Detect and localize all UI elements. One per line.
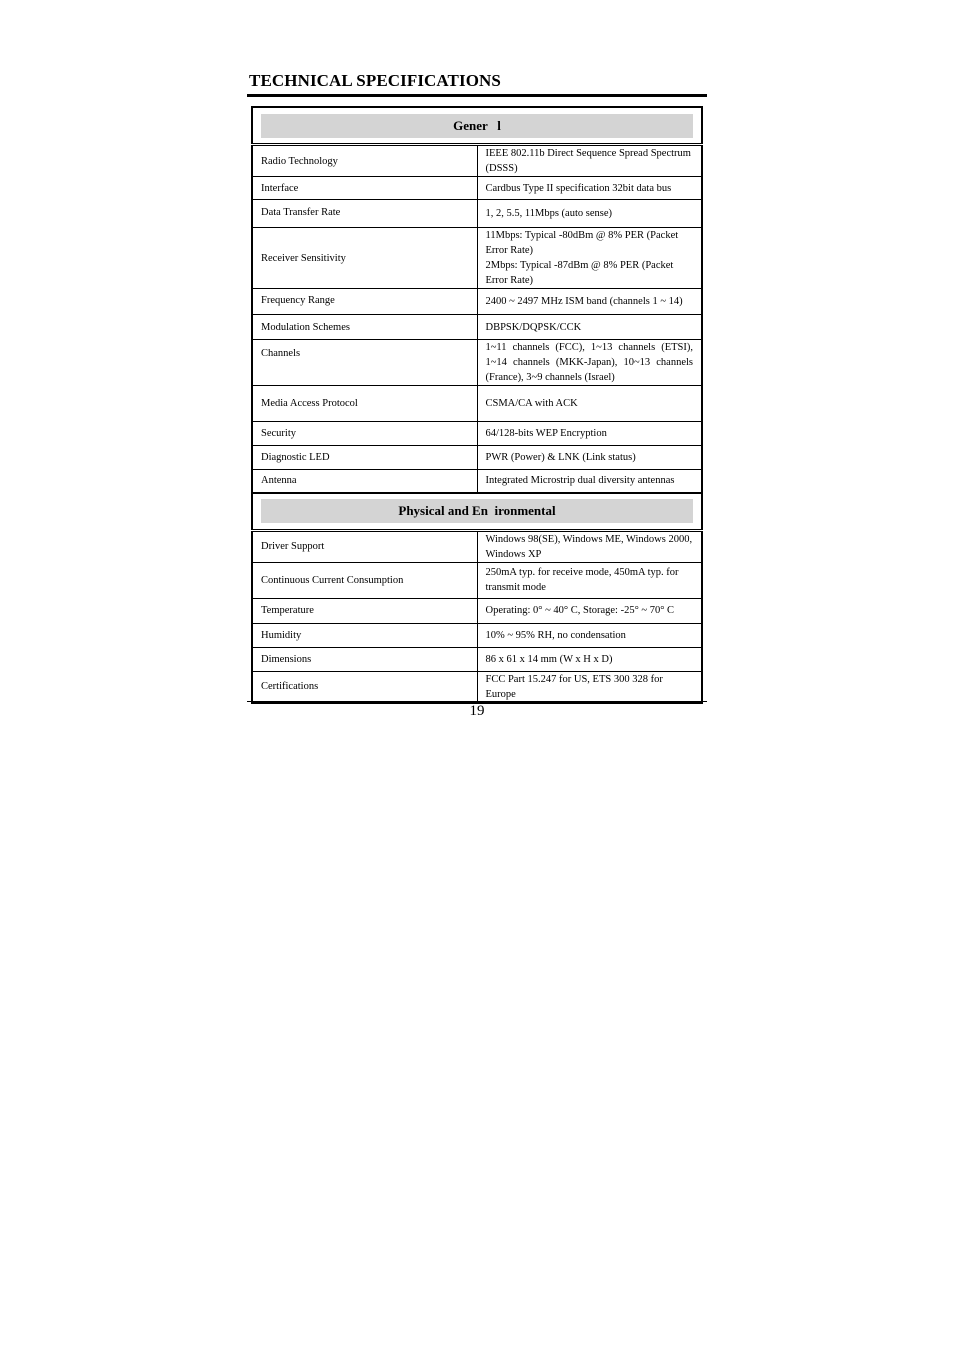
section-header-cell	[252, 107, 702, 145]
table-row	[252, 145, 702, 177]
table-row	[252, 671, 702, 703]
table-row	[252, 386, 702, 422]
spec-label: Interface	[252, 177, 477, 200]
spec-label: Data Transfer Rate	[252, 200, 477, 228]
section-header-physical	[252, 493, 702, 531]
table-row	[252, 289, 702, 315]
title-rule	[247, 94, 707, 97]
spec-label: Humidity	[252, 623, 477, 647]
spec-label: Diagnostic LED	[252, 446, 477, 470]
table-row	[252, 340, 702, 386]
spec-value: DBPSK/DQPSK/CCK	[477, 315, 702, 340]
spec-value: CSMA/CA with ACK	[477, 386, 702, 422]
table-row	[252, 315, 702, 340]
table-row	[252, 530, 702, 562]
spec-label: Modulation Schemes	[252, 315, 477, 340]
table-row	[252, 623, 702, 647]
spec-label: Frequency Range	[252, 289, 477, 315]
spec-value: 64/128-bits WEP Encryption	[477, 422, 702, 446]
spec-value: 2400 ~ 2497 MHz ISM band (channels 1 ~ 14)	[477, 289, 702, 315]
spec-label: Temperature	[252, 598, 477, 623]
spec-label: Dimensions	[252, 647, 477, 671]
spec-label: Radio Technology	[252, 145, 477, 177]
spec-label: Certifications	[252, 671, 477, 703]
spec-value: 86 x 61 x 14 mm (W x H x D)	[477, 647, 702, 671]
spec-label: Antenna	[252, 470, 477, 493]
table-row	[252, 200, 702, 228]
section-heading: Gener l	[261, 114, 693, 138]
section-header-cell	[252, 493, 702, 531]
spec-label: Security	[252, 422, 477, 446]
spec-label: Continuous Current Consumption	[252, 562, 477, 598]
spec-value-line: 11Mbps: Typical -80dBm @ 8% PER (Packet Error Rate)	[485, 230, 679, 256]
spec-label: Media Access Protocol	[252, 386, 477, 422]
footer-rule	[247, 701, 707, 702]
spec-label: Channels	[252, 340, 477, 386]
spec-value: 10% ~ 95% RH, no condensation	[477, 623, 702, 647]
spec-value: PWR (Power) & LNK (Link status)	[477, 446, 702, 470]
page-title: TECHNICAL SPECIFICATIONS	[249, 71, 501, 90]
table-row	[252, 446, 702, 470]
table-row	[252, 470, 702, 493]
spec-value: Integrated Microstrip dual diversity antennas	[477, 470, 702, 493]
spec-value: Windows 98(SE), Windows ME, Windows 2000, Windows XP	[477, 530, 702, 562]
table-row	[252, 598, 702, 623]
spec-value: Cardbus Type II specification 32bit data bus	[477, 177, 702, 200]
table-row	[252, 647, 702, 671]
spec-label: Receiver Sensitivity	[252, 228, 477, 289]
spec-value: 1, 2, 5.5, 11Mbps (auto sense)	[477, 200, 702, 228]
spec-value: Operating: 0° ~ 40° C, Storage: -25° ~ 70° C	[477, 598, 702, 623]
section-header-general	[252, 107, 702, 145]
table-row	[252, 228, 702, 289]
spec-value	[477, 228, 702, 289]
table-row	[252, 177, 702, 200]
spec-value: 250mA typ. for receive mode, 450mA typ. for transmit mode	[477, 562, 702, 598]
spec-value: IEEE 802.11b Direct Sequence Spread Spectrum (DSSS)	[477, 145, 702, 177]
section-heading: Physical and En ironmental	[261, 499, 693, 523]
page-number: 19	[469, 703, 485, 719]
spec-label: Driver Support	[252, 530, 477, 562]
spec-table-body	[252, 107, 702, 703]
spec-table	[251, 106, 703, 704]
table-row	[252, 562, 702, 598]
table-row	[252, 422, 702, 446]
spec-value: 1~11 channels (FCC), 1~13 channels (ETSI), 1~14 channels (MKK-Japan), 10~13 channels (France), 3~9 channels (Israel)	[477, 340, 702, 386]
spec-value: FCC Part 15.247 for US, ETS 300 328 for Europe	[477, 671, 702, 703]
spec-value-line: 2Mbps: Typical -87dBm @ 8% PER (Packet Error Rate)	[485, 260, 674, 286]
